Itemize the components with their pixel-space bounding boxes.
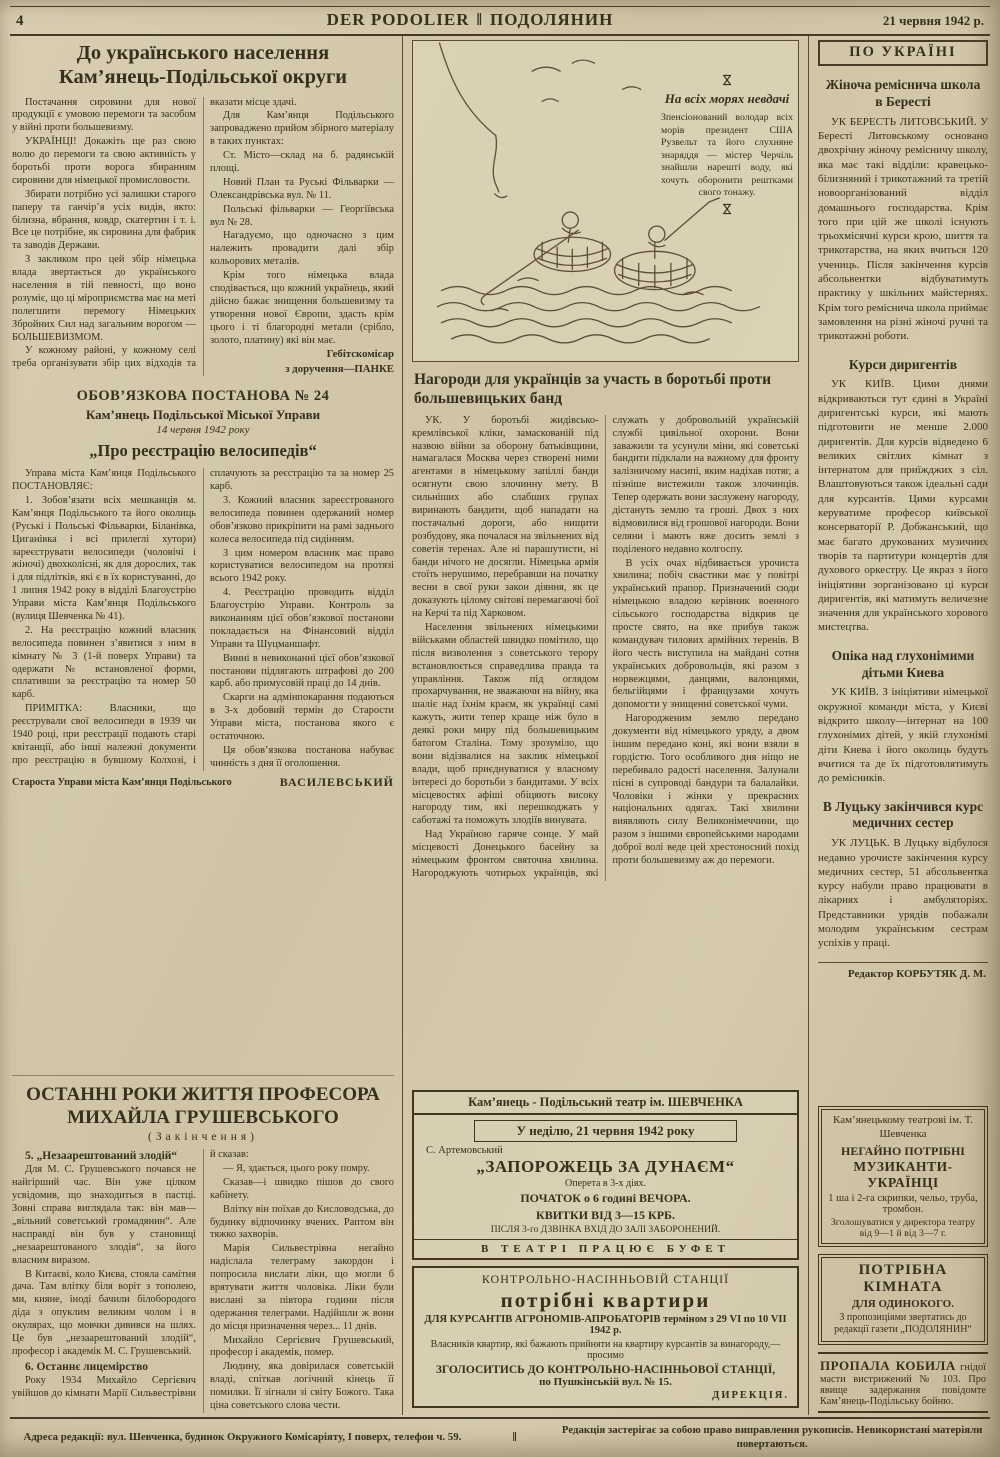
- footer-note: Редакція застерігає за собою право виправлення рукописів. Невикористані матеріяли повертаються.: [561, 1423, 983, 1450]
- right-column: [809, 36, 990, 1415]
- news-article-deaf-children: [818, 644, 988, 786]
- decree-signature-name: ВАСИЛЕВСЬКИЙ: [279, 774, 394, 789]
- paragraph: Скарги на адмінпокарання подаються в 3-х добовий термін до Старости Управи міста, постанова якого є остаточною.: [210, 692, 394, 743]
- musicians-ad-instruments: 1 ша і 2-га скрипки, чельо, труба, тромбон.: [828, 1192, 978, 1215]
- news-headline-line1: Опіка над глухонімими: [831, 647, 975, 663]
- article-awards: [412, 366, 799, 1085]
- editor-line: Редактор КОРБУТЯК Д. М.: [818, 962, 988, 983]
- musicians-ad-org: Кам’янецькому театрові ім. Т. Шевченка: [833, 1114, 973, 1141]
- paragraph: 1. Зобов’язати всіх мешканців м. Кам’янця Подільського та його околиць (Руські і Польські Фільварки, Біланівка, Циганівка і всі прилеглі хутори) зареєструвати велосипеди (чоловічі і жіночі) двохколісні, як для дорослих, так і для підлітків, які є в їх користуванні, до 1 липня 1942 року в відділі Благоустрію Управи міста Кам’янця Подільського (вулиця Шевченка № 41).: [12, 494, 196, 622]
- news-body: УК ЛУЦЬК. В Луцьку відбулося недавно урочисте закінчення курсу медичних сестер, 51 абсольвентка курсу набули право працювати в лікарнях і амбуляторіях. Представники урядів побажали молодим українським сестрам успіхів у праці.: [818, 837, 988, 950]
- paragraph: Збирати потрібно усі залишки старого паперу та ганчір’я усіх видів, якто: білизна, вбрання, ковдр, скатертин і т. і. Все це потрібне, як сировина для фабрик та заводів Держави.: [12, 188, 196, 252]
- left-column: [10, 36, 402, 1415]
- room-ad-contact: З пропозиціями звертатись до редакції газети „ПОДОЛЯНИН“: [834, 1311, 972, 1336]
- decree-body: [12, 468, 394, 770]
- paragraph: У кожному районі, у кожному селі треба організувати збір цих відходів та вказати місце здачі.: [12, 96, 297, 370]
- theater-ad-header: Кам’янець - Подільський театр ім. ШЕВЧЕНКА: [414, 1092, 797, 1115]
- section-heading: 6. Останнє лицемірство: [25, 1360, 149, 1373]
- news-headline: [818, 77, 988, 111]
- masthead-latin: DER PODOLIER: [326, 10, 470, 29]
- cartoon-caption-text: Зпенсіонований володар всіх морів президент США Рузвельт та його слухняне знаряддя — містер Черчіль знайшли нарешті воду, які хочуть оборонити рештками свого тонажу.: [661, 112, 793, 199]
- news-body: УК КИЇВ. Цими днями відкриваються тут єдині в Україні диригентські курси, які мають підготовити не менше 2.000 диригентів. Для курсів відведено 6 великих світлих кімнат з інтернатом для приїжджих з сіл. Влаштовуються також ідеальні сади для курсантів. Цими курсами керуватиме професор київської консерваторії Р. Добжанський, що має багато друкованих музичних творів та партитури концертів для духового оркестру. Це якраз з його ініціятиви зорганізовано ці курси диригентів, які матимуть величезне значення для українського хорового мистецтва.: [818, 378, 988, 634]
- decree-kicker: ОБОВ’ЯЗКОВА ПОСТАНОВА № 24: [76, 388, 330, 405]
- lost-mare-ad: [818, 1352, 988, 1413]
- masthead-cyrillic: ПОДОЛЯНИН: [490, 10, 614, 29]
- paragraph: Постачання сировини для нової продукції є умовою перемоги та засобом у війні проти большевизму.: [12, 96, 196, 134]
- theater-ad-notice: ПІСЛЯ 3-го ДЗВІНКА ВХІД ДО ЗАЛІ ЗАБОРОНЕНИЙ.: [490, 1224, 721, 1235]
- apartments-ad-term: ДЛЯ КУРСАНТІВ АГРОНОМІВ-АПРОБАТОРІВ терміном з 29 VI по 10 VII 1942 р.: [424, 1313, 787, 1336]
- hrushevsky-subtitle: (Закінчення): [148, 1131, 258, 1144]
- paragraph: УК. У боротьбі жидівсько-кремлівської кліки, замаскованій під назвою війни за оборону батьківщини, намагалася Москва через створені ними агентами в німецькому запіллі банди осягнути свою злочинну мету. В сильніших або слабших групах виринають бандити, щоб нападати на постачальні дороги, або нищити розбудову, яка почалася на звільнених від советів теренах. Але ні парашутисти, ні банди нічого не досягли. Німецька армія стоїть нерушимо, перебравши на початку весни в свої руки закон діяння, як це доказують цілому світові перемагаючі бої на Керчі та під Харковом.: [412, 414, 599, 620]
- theater-ad-title: „ЗАПОРОЖЕЦЬ ЗА ДУНАЄМ“: [476, 1156, 735, 1176]
- theater-ad-footer: В ТЕАТРІ ПРАЦЮЄ БУФЕТ: [414, 1239, 797, 1258]
- apartments-ad: [412, 1266, 799, 1408]
- paragraph: Ця обов’язкова постанова набуває чинність з дня її оголошення.: [210, 744, 394, 769]
- theater-ad-author: С. Артемовський: [426, 1144, 503, 1156]
- news-headline-line2: дітьми Киева: [861, 664, 945, 680]
- paragraph: Новий План та Руські Фільварки — Олександрівська вул. № 11.: [210, 176, 394, 201]
- apartments-ad-org: КОНТРОЛЬНО-НАСІННЬОВІЙ СТАНЦІЇ: [481, 1271, 730, 1286]
- paragraph: Михайло Сергієвич Грушевський, професор і академік, помер.: [210, 1334, 394, 1359]
- appeal-signature-name: з доручення—ПАНКЕ: [285, 362, 394, 375]
- news-headline-line2: в Бересті: [875, 93, 931, 109]
- paragraph: Сказав—і швидко пішов до свого кабінету.: [210, 1176, 394, 1201]
- page-number: 4: [16, 13, 24, 29]
- issue-date: 21 червня 1942 р.: [882, 13, 984, 28]
- decree-signature-role: Староста Управи міста Кам’янця Подільського: [12, 777, 232, 789]
- paragraph: В усіх очах відбивається урочиста хвилина; побіч свастики має у повітрі український прапор. Призначений сюди німецькою владою керівник военного сільського господарства відкрив це просте свято, на яке прибув також командувач тилових армійних теренів. В його честь виступила на майдані сотня українських добровольців, які разом з норвежцями, данцями, валонцями, бельгійцями і французами хочуть допомогти у знищенні советської чуми.: [612, 557, 799, 711]
- paragraph: Нагадуємо, що одночасно з цим належить провадити далі збір кольорових металів.: [210, 230, 394, 268]
- page-footer: [10, 1417, 990, 1453]
- theater-ad: [412, 1090, 799, 1260]
- paragraph: Влітку він поїхав до Кисловодська, до будинку відпочинку вчених. Раптом він тяжко захворів.: [210, 1203, 394, 1241]
- news-headline-line1: В Луцьку закінчився курс: [822, 798, 984, 814]
- news-article-nurses: [818, 795, 988, 951]
- ornament-icon: ⋈: [720, 73, 735, 87]
- appeal-body: [12, 97, 394, 377]
- paragraph: Марія Сильвестрівна негайно надіслала телеграму закордон і попросила вислати ліки, що могли б врятувати життя чоловіка. Ліки були вислані за півтора години після одержання телеграми. Надійшли ж вони до місця призначення через... 11 днів.: [210, 1243, 394, 1332]
- room-ad-for: ДЛЯ ОДИНОКОГО.: [852, 1297, 954, 1310]
- cartoon-caption-title: На всіх морях невдачі: [664, 91, 790, 106]
- paragraph: Управа міста Кам’янця Подільського ПОСТАНОВЛЯЄ:: [12, 468, 196, 493]
- political-cartoon: [412, 40, 799, 362]
- hrushevsky-headline-line2: МИХАЙЛА ГРУШЕВСЬКОГО: [67, 1106, 339, 1128]
- decree-title: „Про реєстрацію велосипедів“: [89, 441, 317, 461]
- hrushevsky-body: [12, 1149, 394, 1413]
- apartments-ad-address: по Пушкінській вул. № 15.: [539, 1375, 672, 1388]
- center-column: [402, 36, 809, 1415]
- hrushevsky-headline: [12, 1084, 394, 1129]
- lost-mare-ad-body: гнідої масти вистрижений № 103. Про явище задержання повідомте Кам’янець-Подільську бойню.: [820, 1361, 986, 1407]
- article-decree: [12, 376, 394, 789]
- apartments-ad-call: ЗГОЛОСИТИСЬ ДО КОНТРОЛЬНО-НАСІННЬОВОЇ СТАНЦІЇ,: [435, 1363, 776, 1376]
- paragraph: Над Україною гаряче сонце. У май місцевості Донецького басейну за німецьким фронтом святочна хвилина. Нагороджують чотирьох українців, які служать у добровольній українській службі цивільної охорони. Вони заважили та усунули міни, які советські бандити підклали на важному для фронту залізничому насипі, яким надіхав потяг, а пізніше вистежили також злочинців. Тепер одержать вони заслужену нагороду, дістануть землю та гроші. Двох з них відмовилися від грошової нагороди. Вони селяни і мають вже досить землі з поділеного недавно колгоспу.: [412, 414, 799, 879]
- paragraph: 3. Кожний власник зареєстрованого велосипеда повинен одержаний номер обов’язково прикріпити на рамі заднього колеса велосипеда під сидінням.: [210, 494, 394, 545]
- news-article-school: [818, 73, 988, 344]
- paragraph: Винні в невиконанні цієї обов’язкової постанови підлягають штрафові до 200 карб. або примусовій праці до 14 днів.: [210, 652, 394, 690]
- article-hrushevsky: [12, 1075, 394, 1413]
- apartments-ad-text: Власників квартир, які бажають прийняти на квартиру курсантів за винагороду,—просимо: [430, 1338, 781, 1361]
- section-heading: 5. „Незаарештований злодій“: [25, 1150, 178, 1163]
- ornament-icon: ⋈: [720, 202, 735, 216]
- theater-ad-time: ПОЧАТОК о 6 годині ВЕЧОРА.: [520, 1190, 691, 1205]
- apartments-ad-signature: ДИРЕКЦІЯ.: [712, 1389, 789, 1401]
- room-ad-title: ПОТРІБНА КІМНАТА: [858, 1261, 948, 1295]
- masthead-divider-icon: ‖: [476, 10, 484, 29]
- news-article-conductors: [818, 353, 988, 635]
- paragraph: УКРАЇНЦІ! Докажіть ще раз свою волю до перемоги та свою активність у боротьбі проти ворога збиранням сировини для німецької промисловости.: [12, 136, 196, 186]
- awards-headline: Нагороди для українців за участь в боротьбі проти большевицьких банд: [414, 371, 772, 408]
- lost-mare-ad-title: ПРОПАЛА КОБИЛА: [820, 1357, 956, 1373]
- decree-signature: [12, 775, 394, 790]
- musicians-ad: [818, 1106, 988, 1247]
- paragraph: Ст. Місто—склад на б. радянській площі.: [210, 150, 394, 174]
- appeal-headline-line1: До українського населення: [76, 42, 330, 64]
- theater-ad-date: У неділю, 21 червня 1942 року: [474, 1120, 737, 1142]
- news-body: УК БЕРЕСТЬ ЛИТОВСЬКИЙ. У Бересті Литовському основано двохрічну жіночу ремісничу школу, яка має такі відділи: кравецько-білизняний і трикотажний та третій новоорганізований відділ домашнього господарства. Крім того при цій же школі існують трьохмісячні курси крою, шиття та трикотарства, на яких вчиться 120 учениць. Після закінчення курсів абсольвентки відбуватимуть практику у шкільних майстернях. Крім того реміснича школа приймає замовлення на різні жіночі ручні та трикотажні роботи.: [818, 115, 988, 343]
- paragraph: Року 1934 Михайло Сергієвич увійшов до кімнати Марії Сильвестрівни й сказав:: [12, 1149, 249, 1399]
- paragraph: Людину, яка довірилася советській владі, спіткав логічний кінець її помилки. Її зігнали зі світу Божого. Така ціна советського слова чести.: [210, 1361, 394, 1412]
- news-headline: [818, 357, 988, 374]
- room-ad-inner: [821, 1257, 985, 1342]
- news-headline-line1: Курси диригентів: [848, 356, 958, 372]
- theater-ad-tickets: КВИТКИ ВІД 3—15 КРБ.: [536, 1207, 675, 1222]
- decree-date: 14 червня 1942 року: [156, 424, 250, 437]
- paragraph: З цим номером власник має право користуватися велосипедом на протязі всього 1942 року.: [210, 547, 394, 585]
- paragraph: Крім того німецька влада сподівається, що кожний українець, який дійсно бажає знищення большевизму та утворення нової Європи, здасть крім цього і ті благородні метали (срібло, золото, платину) які він має.: [210, 270, 394, 346]
- masthead: [10, 6, 990, 36]
- news-body: УК КИЇВ. З ініціятиви німецької окружної команди міста, у Києві відкрито школу—інтернат на 100 глухонімих дітей, у якій глухонімі діти Киева і його околиць будуть вчитися та де їх підготовлятимуть до ремісників.: [818, 686, 988, 785]
- paragraph: 2. На реєстрацію кожний власник велосипеда повинен з’явитися з ним в кімнату № 3 (1-й поверх Управи) та одержати № встановленої форми, сплативши за реєстрацію та номер 50 карб.: [12, 624, 196, 701]
- cartoon-caption: [661, 71, 793, 218]
- article-appeal: [12, 40, 394, 376]
- paragraph: ПРИМІТКА: Власники, що реєстрували свої велосипеди в 1939 чи 1940 році, при реєстрації подають старі квітанції, або інші належні документи про реєстрацію в бувшому Колхозі, і сплачують за реєстрацію та за номер 25 карб.: [12, 468, 394, 766]
- footer-mark-icon: ‖: [512, 1428, 517, 1444]
- appeal-headline: [12, 42, 394, 90]
- news-headline-line2: медичних сестер: [852, 815, 954, 831]
- paragraph: Нагородженим землю передано документи від німецького уряду, а двом іншим передано коні, які вони взяли в гордістю. Того особливого дня ніщо не перебивало радості населення. Залунали пісні в супроводі бандури та балалайки. Чоловіки і жінки у прекрасних національних одягах. Такі хвилини виявляють силу Великонімеччини, що разом з іншими європейськими народами доброї волі веде цей хрестоносний похід проти большевизму аж до перемоги.: [612, 713, 799, 867]
- section-box-title: ПО УКРАЇНІ: [818, 40, 988, 66]
- hrushevsky-headline-line1: ОСТАННІ РОКИ ЖИТТЯ ПРОФЕСОРА: [26, 1084, 380, 1106]
- footer-address: Адреса редакції: вул. Шевченка, будинок Окружного Комісаріяту, І поверх, телефон ч. 59.: [23, 1430, 462, 1443]
- decree-subtitle: Кам’янець Подільської Міської Управи: [85, 407, 321, 423]
- musicians-ad-inner: [821, 1109, 985, 1244]
- apartments-ad-title: потрібні квартири: [500, 1287, 711, 1312]
- paragraph: Населення звільнених німецькими військами областей швидко помітило, що після визволення з советського терору встановлюється справедлива правда та управління. Також під оглядом прохарчування, не зважаючи на війну, яка шаліє над їхнім краєм, як українці самі кажуть, жити тепер краще ніж було в деякі роки миру під большевицьким батогом Сталіна. Тому зрозуміло, що вони відізвалися на заклик німецької влади, щоб приєднуватися у власному інтересі до боротьби з бандитами. У всіх місцевостях афіші обіцяють високу нагороду тим, які перешкоджать у саботажі та поможуть злодіїв винувата.: [412, 622, 599, 827]
- news-headline-line1: Жіноча реміснича школа: [825, 77, 981, 92]
- paragraph: В Китаєві, коло Києва, стояла самітня дача. Там влітку біля воріт з тополею, ми, кияне, іноді бачили білобородого діда з опуклим великим чолом і в окулярах, що мовчки дивився на шлях. Це був „незаарештований злодій“, професор і академік М. С. Грушевський.: [12, 1268, 196, 1357]
- room-ad: [818, 1254, 988, 1345]
- paragraph: Для М. С. Грушевського почався не найгірший час. Він уже цілком усвідомив, що знаходиться в пастці. Зовні справа виглядала так: він мав—„вільний советський громадянин“. Але насправді він був у становищі „незаарештованого злодія“, за його власним виразом.: [12, 1164, 196, 1266]
- classified-ads: [818, 1106, 988, 1413]
- appeal-signature-role: Гебітскомісар: [326, 348, 394, 361]
- musicians-ad-urgent: НЕГАЙНО ПОТРІБНІ: [841, 1143, 965, 1158]
- newspaper-title: [146, 10, 794, 30]
- paragraph: 4. Реєстрацію проводить відділ Благоустрію Управи. Контроль за виконанням цієї обов’язкової постанови покладається на Фінансовий відділ Управи та Шуцманшафт.: [210, 587, 394, 650]
- musicians-ad-title: МУЗИКАНТИ-УКРАЇНЦІ: [853, 1158, 953, 1190]
- page-body: [10, 36, 990, 1415]
- paragraph: З закликом про цей збір німецька влада звертається до українського населення в тій певності, що воно розуміє, що ці міроприємства має на меті полегшити перемогу Німецьких Збройних Сил над загальним ворогом — БОЛЬШЕВИЗМОМ.: [12, 254, 196, 343]
- paragraph: Польські фільварки — Георгіївська вул № 28.: [210, 203, 394, 228]
- musicians-ad-contact: Зголошуватися у директора театру від 9—1 й від 3—7 г.: [830, 1216, 976, 1239]
- appeal-headline-line2: Кам’янець-Подільської округи: [58, 65, 348, 88]
- news-headline: [818, 648, 988, 682]
- paragraph: — Я, здається, цього року помру.: [223, 1163, 370, 1175]
- paragraph: Для Кам’янця Подільського запроваджено прийом збірного матеріалу в таких пунктах:: [210, 110, 394, 148]
- awards-body: [412, 415, 799, 881]
- news-headline: [818, 799, 988, 833]
- theater-ad-subtitle: Оперета в 3-х діях.: [565, 1177, 646, 1189]
